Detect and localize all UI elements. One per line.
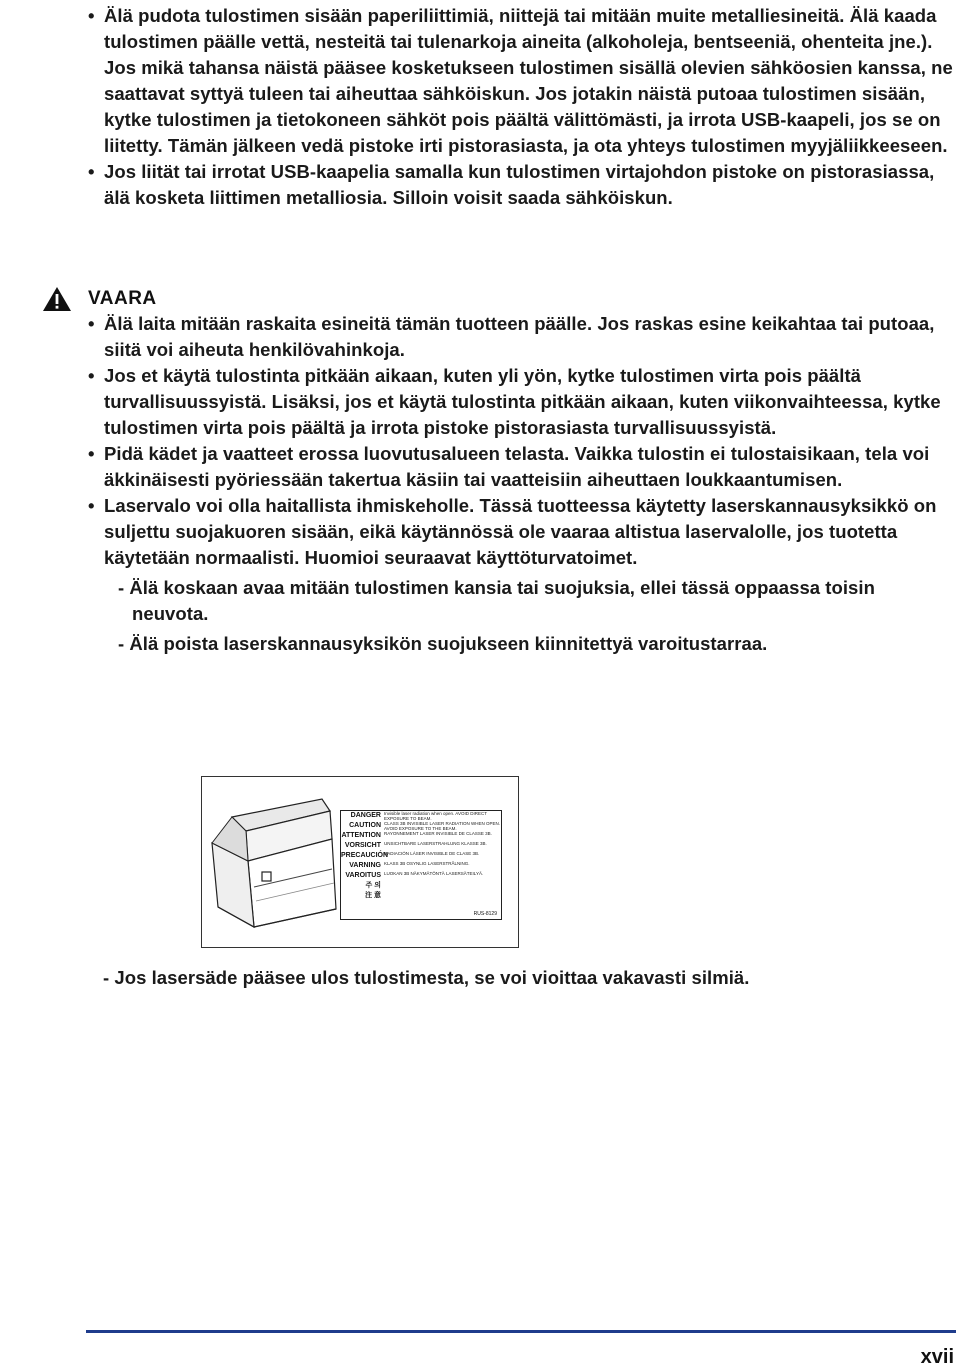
page-number: xvii — [920, 1346, 954, 1368]
label-vorsicht: VORSICHT — [344, 842, 381, 849]
bullet-heavy-objects: • Älä laita mitään raskaita esineitä tämän tuotteen päälle. Jos raskas esine keikahtaa tai putoaa, siitä voi aiheuta henkilövahinkoja. — [88, 311, 954, 363]
laser-text: • Laservalo voi olla haitallista ihmiskeholle. Tässä tuotteessa käytetty laserskannausyksikkö on suljettu suojakuoren sisään, eikä käytännössä ole vaaraa altistua laservalolle, jos tuotetta käytetään normaalisti. Huomioi seuraavat käyttöturvatoimet. — [104, 495, 937, 568]
bullet-usb-cable: • Jos liität tai irrotat USB-kaapelia samalla kun tulostimen virtajohdon pistoke on pistorasiassa, älä kosketa liittimen metalliosia. Silloin voisit saada sähköiskun. — [88, 159, 954, 211]
printer-illustration — [201, 776, 519, 948]
label-varning: VARNING — [349, 862, 381, 869]
laser-warning-label: DANGER Invisible laser radiation when open. AVOID DIRECT EXPOSURE TO BEAM. CAUTION CLASS 3B INVISIBLE LASER RADIATION WHEN OPEN. AVOID EXPOSURE TO THE BEAM. ATTENTION RAYONNEMENT LASER INVISIBLE DE CLASSE 3B. VORSICHT UNSICHTBARE LASERSTRAHLUNG KLASSE 3B. PRECAUCIÓN RADIACIÓN LÁSER INVISIBLE DE CLASE 3B. VARNING KLASS 3B OSYNLIG LASERSTRÅLNING. VAROITUS LUOKAN 3B NÄKYMÄTÖNTÄ LASERSÄTEILYÄ. 주 의 注 意 RUS-8129 — [340, 810, 502, 920]
precaution-list — [88, 3, 954, 211]
bullet-laser — [88, 493, 954, 657]
label-precaucion: PRECAUCIÓN — [341, 852, 389, 859]
warning-title: VAARA — [88, 288, 157, 309]
bullet-power-off: • Jos et käytä tulostinta pitkään aikaan, kuten yli yön, kytke tulostimen virta pois päältä turvallisuussyistä. Lisäksi, jos et käytä tulostinta pitkään aikaan, kuten viikonvaihteessa, kytke tulostimen virta pois päältä ja irrota pistoke pistorasiasta turvallisuussyistä. — [88, 363, 954, 441]
label-varoitus: VAROITUS — [345, 872, 381, 879]
label-attention: ATTENTION — [341, 832, 381, 839]
warning-list — [88, 311, 954, 657]
bullet-roller: • Pidä kädet ja vaatteet erossa luovutusalueen telasta. Vaikka tulostin ei tulostaisikaan, tela voi äkkinäisesti pyöriessään takertua käsiin tai vaatteisiin aiheuttaen loukkaantumisen. — [88, 441, 954, 493]
dash-label: - Älä poista laserskannausyksikön suojukseen kiinnitettyä varoitustarraa. — [118, 633, 768, 654]
label-danger: DANGER — [350, 812, 381, 819]
bullet-metal-objects: • Älä pudota tulostimen sisään paperiliittimiä, niittejä tai mitään muite metalliesineitä. Älä kaada tulostimen päälle vettä, nesteitä tai tulenarkoja aineita (alkoholeja, bentseeniä, ohenteita jne.). Jos mikä tahansa näistä pääsee kosketukseen tulostimen sisällä olevien sähköosien kanssa, ne saattavat syttyä tuleen tai aiheuttaa sähköiskun. Jos jotakin näistä putoaa tulostimen sisään, kytke tulostimen ja tietokoneen sähköt pois päältä välittömästi, ja irrota USB-kaapeli, jos se on liitetty. Tämän jälkeen vedä pistoke irti pistorasiasta, ja ota yhteys tulostimen myyjäliikkeeseen. — [88, 3, 954, 159]
label-korean: 주 의 — [365, 882, 381, 889]
warning-heading — [42, 285, 157, 313]
label-japanese: 注 意 — [365, 892, 381, 899]
footer-rule — [86, 1330, 956, 1333]
dash-covers: - Älä koskaan avaa mitään tulostimen kansia tai suojuksia, ellei tässä oppaassa toisin neuvota. — [118, 577, 875, 624]
label-code: RUS-8129 — [473, 911, 497, 917]
warning-triangle-icon — [42, 286, 72, 312]
dash-eye-injury: - Jos lasersäde pääsee ulos tulostimesta, se voi vioittaa vakavasti silmiä. — [103, 967, 750, 988]
label-caution: CAUTION — [349, 822, 381, 829]
